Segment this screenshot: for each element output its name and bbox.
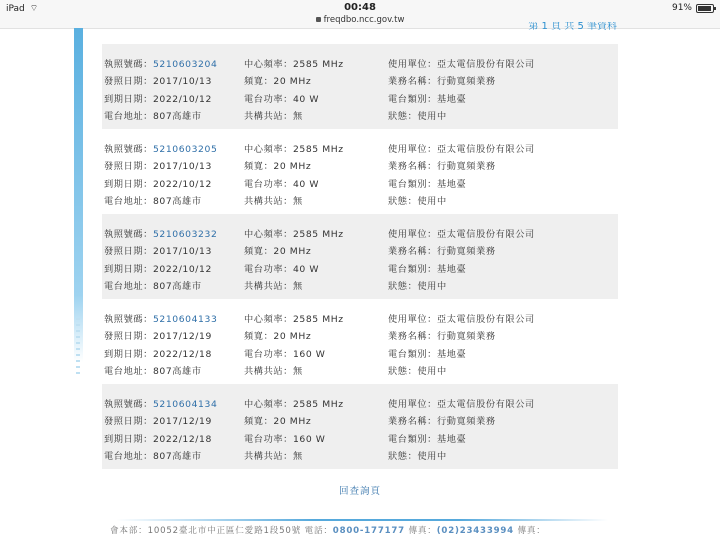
- footer-fax-label: 傳真：: [408, 526, 437, 536]
- category-cell: [388, 176, 618, 190]
- power-label: 電台功率：: [244, 93, 293, 105]
- user-unit-cell: [388, 226, 618, 240]
- expire-date-label: 到期日期：: [104, 178, 153, 190]
- bandwidth-cell: [244, 328, 388, 342]
- business-cell: [388, 413, 618, 427]
- state-label: 狀態：: [388, 451, 418, 463]
- state-cell: [388, 193, 618, 207]
- business-label: 業務名稱：: [388, 331, 437, 343]
- shared-value: 無: [292, 111, 303, 123]
- center-freq-label: 中心頻率：: [244, 398, 293, 410]
- clock: 00:48: [344, 2, 376, 13]
- center-freq-label: 中心頻率：: [244, 58, 293, 70]
- record-row: [102, 174, 618, 192]
- center-freq-label: 中心頻率：: [244, 143, 293, 155]
- bandwidth-label: 頻寬：: [244, 331, 274, 343]
- power-value: 40 W: [292, 263, 320, 275]
- expire-date-label: 到期日期：: [104, 433, 153, 445]
- user-unit-value: 亞太電信股份有限公司: [436, 398, 535, 410]
- battery-percent: 91%: [671, 3, 692, 13]
- expire-date-label: 到期日期：: [104, 348, 153, 360]
- business-cell: [388, 73, 618, 87]
- category-cell: [388, 261, 618, 275]
- record-row: [102, 242, 618, 260]
- shared-cell: [244, 193, 388, 207]
- device-name: iPad: [6, 3, 25, 14]
- user-unit-cell: [388, 56, 618, 70]
- category-label: 電台類別：: [388, 178, 437, 190]
- expire-date-value: 2022/10/12: [152, 263, 212, 275]
- bandwidth-value: 20 MHz: [273, 246, 312, 258]
- business-label: 業務名稱：: [388, 416, 437, 428]
- category-value: 基地臺: [436, 178, 467, 190]
- address-label: 電台地址：: [104, 281, 153, 293]
- power-cell: [244, 346, 388, 360]
- record-row: [102, 157, 618, 175]
- category-cell: [388, 91, 618, 105]
- issue-date-cell: [102, 243, 244, 257]
- category-value: 基地臺: [436, 348, 467, 360]
- business-cell: [388, 243, 618, 257]
- center-freq-cell: [244, 141, 388, 155]
- expire-date-value: 2022/12/18: [152, 433, 212, 445]
- business-cell: [388, 158, 618, 172]
- license-no-label: 執照號碼：: [104, 228, 153, 240]
- url-text: freqdbo.ncc.gov.tw: [323, 15, 405, 25]
- power-label: 電台功率：: [244, 433, 293, 445]
- state-label: 狀態：: [388, 281, 418, 293]
- power-value: 160 W: [292, 348, 326, 360]
- state-label: 狀態：: [388, 196, 418, 208]
- license-no-label: 執照號碼：: [104, 313, 153, 325]
- center-freq-cell: [244, 396, 388, 410]
- business-value: 行動寬頻業務: [436, 416, 496, 428]
- expire-date-cell: [102, 431, 244, 445]
- license-no-value[interactable]: 5210604134: [152, 398, 218, 410]
- expire-date-value: 2022/10/12: [152, 93, 212, 105]
- center-freq-label: 中心頻率：: [244, 313, 293, 325]
- license-record: [102, 129, 618, 214]
- bandwidth-label: 頻寬：: [244, 76, 274, 88]
- business-value: 行動寬頻業務: [436, 246, 496, 258]
- battery-icon: [696, 4, 714, 13]
- result-summary: 第 1 頁 共 5 筆資料: [528, 22, 617, 32]
- issue-date-value: 2017/12/19: [152, 416, 212, 428]
- bandwidth-label: 頻寬：: [244, 416, 274, 428]
- record-row: [102, 327, 618, 345]
- shared-label: 共構共站：: [244, 111, 293, 123]
- user-unit-label: 使用單位：: [388, 313, 437, 325]
- state-value: 使用中: [417, 281, 447, 293]
- issue-date-value: 2017/10/13: [152, 246, 212, 258]
- user-unit-cell: [388, 311, 618, 325]
- category-label: 電台類別：: [388, 263, 437, 275]
- power-cell: [244, 91, 388, 105]
- issue-date-value: 2017/10/13: [152, 76, 212, 88]
- category-value: 基地臺: [436, 433, 467, 445]
- address-value: 807高雄市: [152, 196, 202, 208]
- record-row: [102, 344, 618, 362]
- issue-date-cell: [102, 158, 244, 172]
- bandwidth-value: 20 MHz: [273, 416, 312, 428]
- power-value: 40 W: [292, 178, 320, 190]
- issue-date-label: 發照日期：: [104, 76, 153, 88]
- expire-date-cell: [102, 261, 244, 275]
- license-no-label: 執照號碼：: [104, 143, 153, 155]
- power-label: 電台功率：: [244, 263, 293, 275]
- status-right: [672, 3, 714, 13]
- license-record: [102, 214, 618, 299]
- back-to-search-link[interactable]: 回查詢頁: [338, 486, 381, 497]
- battery-fill: [698, 6, 711, 11]
- shared-label: 共構共站：: [244, 196, 293, 208]
- bandwidth-value: 20 MHz: [273, 76, 312, 88]
- license-record: [102, 384, 618, 469]
- center-freq-cell: [244, 56, 388, 70]
- footer-address: 會本部：10052臺北市中正區仁愛路1段50號: [110, 526, 302, 536]
- shared-value: 無: [292, 196, 303, 208]
- issue-date-label: 發照日期：: [104, 331, 153, 343]
- lock-icon: [316, 17, 321, 22]
- address-label: 電台地址：: [104, 451, 153, 463]
- user-unit-label: 使用單位：: [388, 398, 437, 410]
- shared-value: 無: [292, 281, 303, 293]
- power-label: 電台功率：: [244, 348, 293, 360]
- expire-date-label: 到期日期：: [104, 263, 153, 275]
- expire-date-cell: [102, 346, 244, 360]
- issue-date-label: 發照日期：: [104, 416, 153, 428]
- expire-date-value: 2022/10/12: [152, 178, 212, 190]
- bandwidth-label: 頻寬：: [244, 161, 274, 173]
- address-label: 電台地址：: [104, 196, 153, 208]
- license-record: [102, 44, 618, 129]
- power-value: 160 W: [292, 433, 326, 445]
- license-no-label: 執照號碼：: [104, 398, 153, 410]
- license-no-cell: [102, 396, 244, 410]
- category-cell: [388, 431, 618, 445]
- record-row: [102, 139, 618, 157]
- business-cell: [388, 328, 618, 342]
- record-row: [102, 394, 618, 412]
- footer: [110, 524, 630, 536]
- user-unit-value: 亞太電信股份有限公司: [436, 143, 535, 155]
- record-row: [102, 224, 618, 242]
- issue-date-label: 發照日期：: [104, 246, 153, 258]
- center-freq-value: 2585 MHz: [292, 58, 344, 70]
- shared-value: 無: [292, 366, 303, 378]
- center-freq-cell: [244, 311, 388, 325]
- license-no-value[interactable]: 5210603232: [152, 228, 218, 240]
- license-record: [102, 299, 618, 384]
- power-value: 40 W: [292, 93, 320, 105]
- address-cell: [102, 363, 244, 377]
- power-label: 電台功率：: [244, 178, 293, 190]
- expire-date-cell: [102, 91, 244, 105]
- footer-phone-label: 電話：: [304, 526, 333, 536]
- center-freq-value: 2585 MHz: [292, 398, 344, 410]
- record-row: [102, 447, 618, 465]
- state-label: 狀態：: [388, 111, 418, 123]
- shared-label: 共構共站：: [244, 366, 293, 378]
- footer-phone[interactable]: 0800-177177: [332, 526, 405, 536]
- state-cell: [388, 108, 618, 122]
- center-freq-value: 2585 MHz: [292, 313, 344, 325]
- user-unit-label: 使用單位：: [388, 58, 437, 70]
- shared-label: 共構共站：: [244, 281, 293, 293]
- footer-fax: (02)23433994: [436, 526, 514, 536]
- license-no-value[interactable]: 5210603204: [152, 58, 218, 70]
- bandwidth-label: 頻寬：: [244, 246, 274, 258]
- power-cell: [244, 176, 388, 190]
- business-label: 業務名稱：: [388, 161, 437, 173]
- center-freq-cell: [244, 226, 388, 240]
- business-value: 行動寬頻業務: [436, 331, 496, 343]
- center-freq-value: 2585 MHz: [292, 228, 344, 240]
- address-value: 807高雄市: [152, 366, 202, 378]
- record-row: [102, 429, 618, 447]
- user-unit-value: 亞太電信股份有限公司: [436, 313, 535, 325]
- category-cell: [388, 346, 618, 360]
- address-cell: [102, 108, 244, 122]
- records-list: [102, 44, 618, 469]
- expire-date-cell: [102, 176, 244, 190]
- record-row: [102, 192, 618, 210]
- shared-cell: [244, 108, 388, 122]
- shared-label: 共構共站：: [244, 451, 293, 463]
- footer-divider: [116, 519, 608, 521]
- user-unit-label: 使用單位：: [388, 228, 437, 240]
- center-freq-value: 2585 MHz: [292, 143, 344, 155]
- state-cell: [388, 278, 618, 292]
- user-unit-cell: [388, 141, 618, 155]
- issue-date-value: 2017/10/13: [152, 161, 212, 173]
- wifi-icon: ⌔: [29, 4, 39, 14]
- issue-date-cell: [102, 413, 244, 427]
- address-value: 807高雄市: [152, 281, 202, 293]
- address-cell: [102, 278, 244, 292]
- bandwidth-value: 20 MHz: [273, 331, 312, 343]
- address-cell: [102, 193, 244, 207]
- record-row: [102, 72, 618, 90]
- issue-date-value: 2017/12/19: [152, 331, 212, 343]
- license-no-cell: [102, 311, 244, 325]
- expire-date-value: 2022/12/18: [152, 348, 212, 360]
- bandwidth-cell: [244, 413, 388, 427]
- issue-date-cell: [102, 328, 244, 342]
- address-value: 807高雄市: [152, 111, 202, 123]
- state-cell: [388, 363, 618, 377]
- address-label: 電台地址：: [104, 111, 153, 123]
- user-unit-label: 使用單位：: [388, 143, 437, 155]
- record-row: [102, 412, 618, 430]
- address-label: 電台地址：: [104, 366, 153, 378]
- shared-cell: [244, 363, 388, 377]
- business-value: 行動寬頻業務: [436, 161, 496, 173]
- record-row: [102, 54, 618, 72]
- business-label: 業務名稱：: [388, 76, 437, 88]
- license-no-value[interactable]: 5210604133: [152, 313, 218, 325]
- category-label: 電台類別：: [388, 433, 437, 445]
- address-value: 807高雄市: [152, 451, 202, 463]
- footer-fax-label-2: 傳真：: [517, 526, 546, 536]
- license-no-value[interactable]: 5210603205: [152, 143, 218, 155]
- state-value: 使用中: [417, 451, 447, 463]
- license-no-cell: [102, 226, 244, 240]
- bandwidth-value: 20 MHz: [273, 161, 312, 173]
- decorative-dots: [76, 318, 80, 378]
- state-cell: [388, 448, 618, 462]
- category-value: 基地臺: [436, 263, 467, 275]
- category-value: 基地臺: [436, 93, 467, 105]
- state-value: 使用中: [417, 111, 447, 123]
- shared-value: 無: [292, 451, 303, 463]
- record-row: [102, 309, 618, 327]
- state-label: 狀態：: [388, 366, 418, 378]
- license-no-label: 執照號碼：: [104, 58, 153, 70]
- record-row: [102, 277, 618, 295]
- power-cell: [244, 431, 388, 445]
- shared-cell: [244, 278, 388, 292]
- user-unit-value: 亞太電信股份有限公司: [436, 58, 535, 70]
- record-row: [102, 362, 618, 380]
- issue-date-label: 發照日期：: [104, 161, 153, 173]
- state-value: 使用中: [417, 196, 447, 208]
- record-row: [102, 89, 618, 107]
- record-row: [102, 107, 618, 125]
- user-unit-cell: [388, 396, 618, 410]
- license-no-cell: [102, 56, 244, 70]
- bandwidth-cell: [244, 158, 388, 172]
- category-label: 電台類別：: [388, 348, 437, 360]
- center-freq-label: 中心頻率：: [244, 228, 293, 240]
- state-value: 使用中: [417, 366, 447, 378]
- bandwidth-cell: [244, 73, 388, 87]
- business-value: 行動寬頻業務: [436, 76, 496, 88]
- business-label: 業務名稱：: [388, 246, 437, 258]
- expire-date-label: 到期日期：: [104, 93, 153, 105]
- user-unit-value: 亞太電信股份有限公司: [436, 228, 535, 240]
- decorative-side-bar: [74, 28, 83, 362]
- category-label: 電台類別：: [388, 93, 437, 105]
- power-cell: [244, 261, 388, 275]
- address-cell: [102, 448, 244, 462]
- license-no-cell: [102, 141, 244, 155]
- record-row: [102, 259, 618, 277]
- issue-date-cell: [102, 73, 244, 87]
- bandwidth-cell: [244, 243, 388, 257]
- shared-cell: [244, 448, 388, 462]
